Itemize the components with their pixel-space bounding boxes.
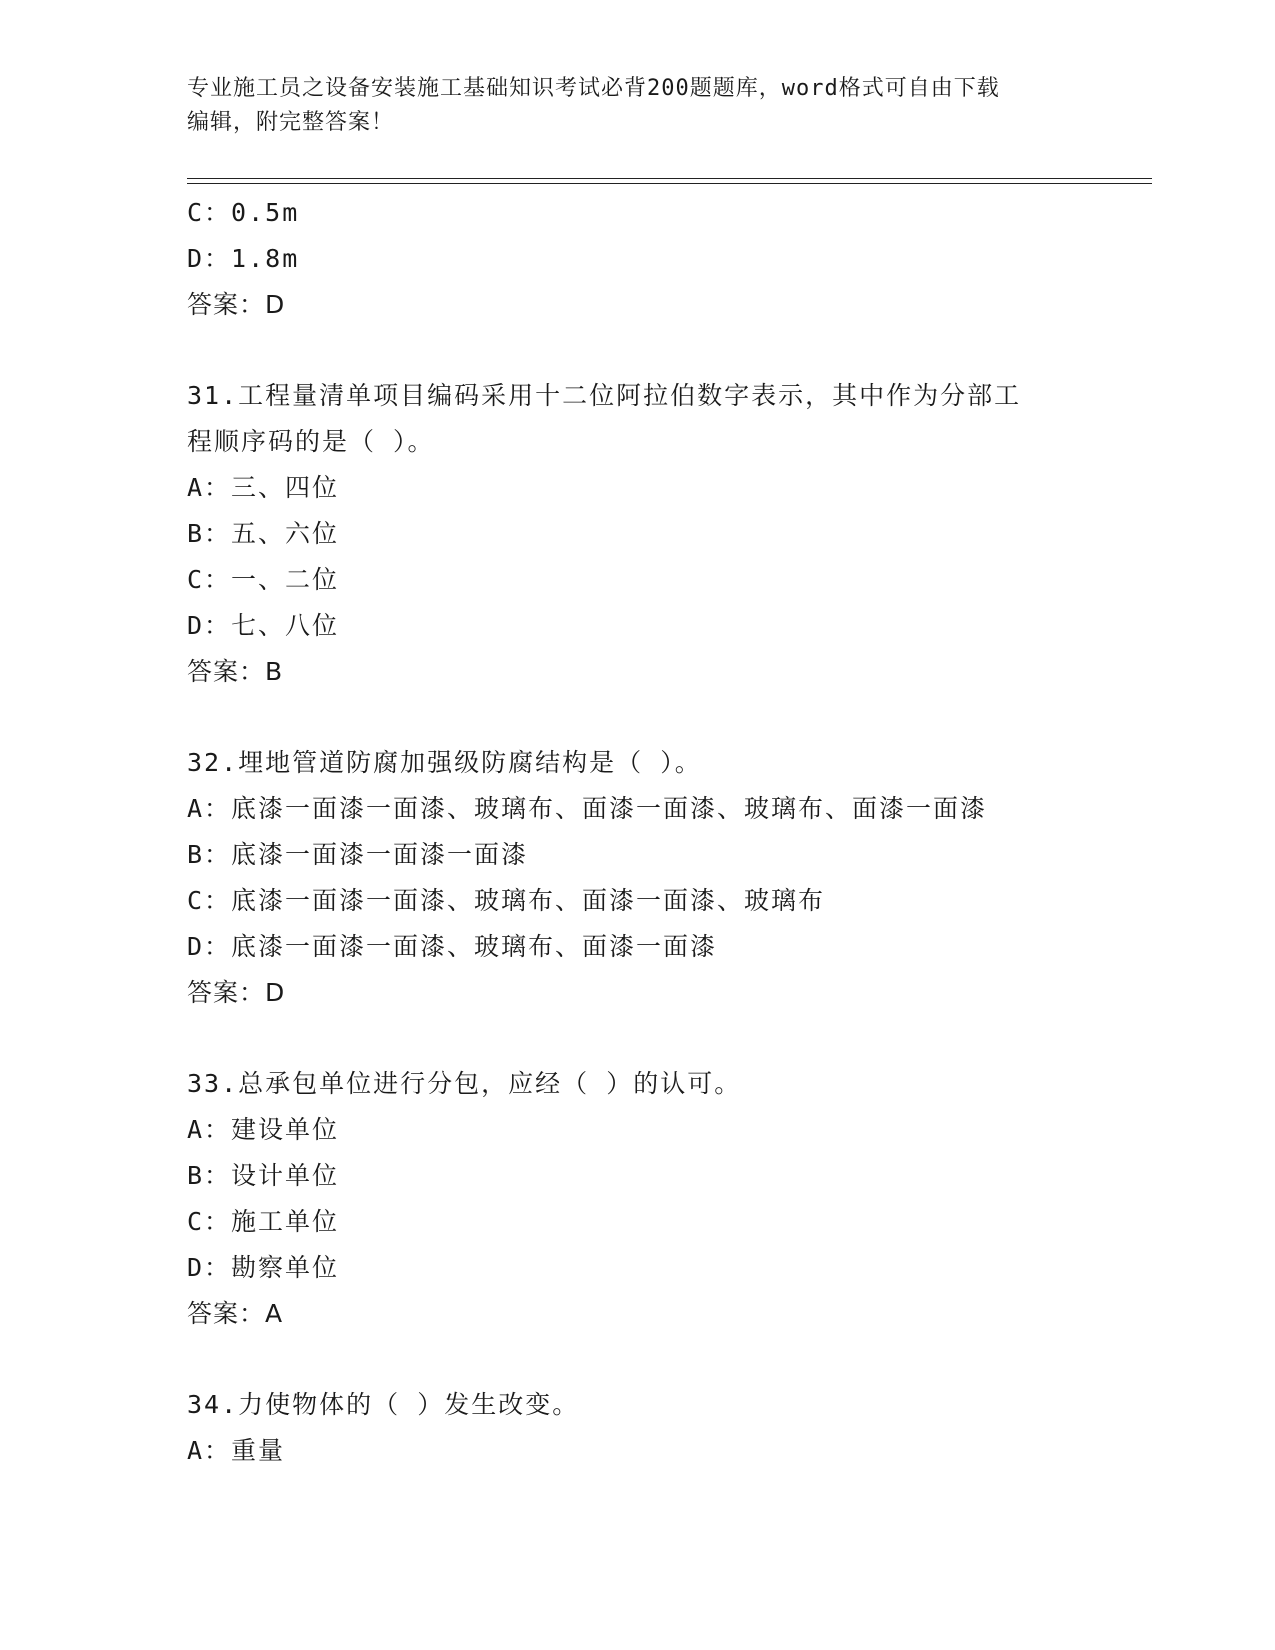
- answer: 答案：D: [187, 290, 286, 319]
- answer: 答案：D: [187, 978, 286, 1007]
- question-stem-line-2: 程顺序码的是（ ）。: [187, 427, 435, 456]
- option-a: A：三、四位: [187, 473, 340, 502]
- document-header: [187, 72, 1107, 140]
- option-b: B：五、六位: [187, 519, 340, 548]
- question-stem-line-1: 34.力使物体的（ ）发生改变。: [187, 1390, 580, 1419]
- option-c: C：0.5m: [187, 198, 300, 227]
- question-spacer: [187, 1337, 1147, 1382]
- question-stem-line-1: 33.总承包单位进行分包，应经（ ）的认可。: [187, 1069, 742, 1098]
- header-title-line-1: 专业施工员之设备安装施工基础知识考试必背200题题库，word格式可自由下载: [187, 76, 1000, 101]
- option-c: C：一、二位: [187, 565, 340, 594]
- option-b: B：设计单位: [187, 1161, 340, 1190]
- question-31: [187, 373, 1147, 695]
- question-34: [187, 1382, 1147, 1474]
- answer: 答案：B: [187, 657, 284, 686]
- answer: 答案：A: [187, 1299, 284, 1328]
- option-d: D：1.8m: [187, 244, 300, 273]
- question-33: [187, 1061, 1147, 1337]
- option-a: A：重量: [187, 1436, 286, 1465]
- header-title-line-2: 编辑，附完整答案！: [187, 110, 395, 135]
- option-a: A：底漆一面漆一面漆、玻璃布、面漆一面漆、玻璃布、面漆一面漆: [187, 794, 988, 823]
- question-spacer: [187, 1016, 1147, 1061]
- option-d: D：勘察单位: [187, 1253, 340, 1282]
- question-spacer: [187, 328, 1147, 373]
- question-stem-line-1: 32.埋地管道防腐加强级防腐结构是（ ）。: [187, 748, 702, 777]
- option-b: B：底漆一面漆一面漆一面漆: [187, 840, 529, 869]
- header-rule-top: [187, 178, 1152, 179]
- option-a: A：建设单位: [187, 1115, 340, 1144]
- header-rule-bottom: [187, 183, 1152, 184]
- option-c: C：底漆一面漆一面漆、玻璃布、面漆一面漆、玻璃布: [187, 886, 826, 915]
- question-32: [187, 740, 1147, 1016]
- question-stem-line-1: 31.工程量清单项目编码采用十二位阿拉伯数字表示，其中作为分部工: [187, 381, 1022, 410]
- question-spacer: [187, 695, 1147, 740]
- option-d: D：底漆一面漆一面漆、玻璃布、面漆一面漆: [187, 932, 718, 961]
- question-list: [187, 190, 1147, 1474]
- option-c: C：施工单位: [187, 1207, 340, 1236]
- option-d: D：七、八位: [187, 611, 340, 640]
- question-30-tail: [187, 190, 1147, 328]
